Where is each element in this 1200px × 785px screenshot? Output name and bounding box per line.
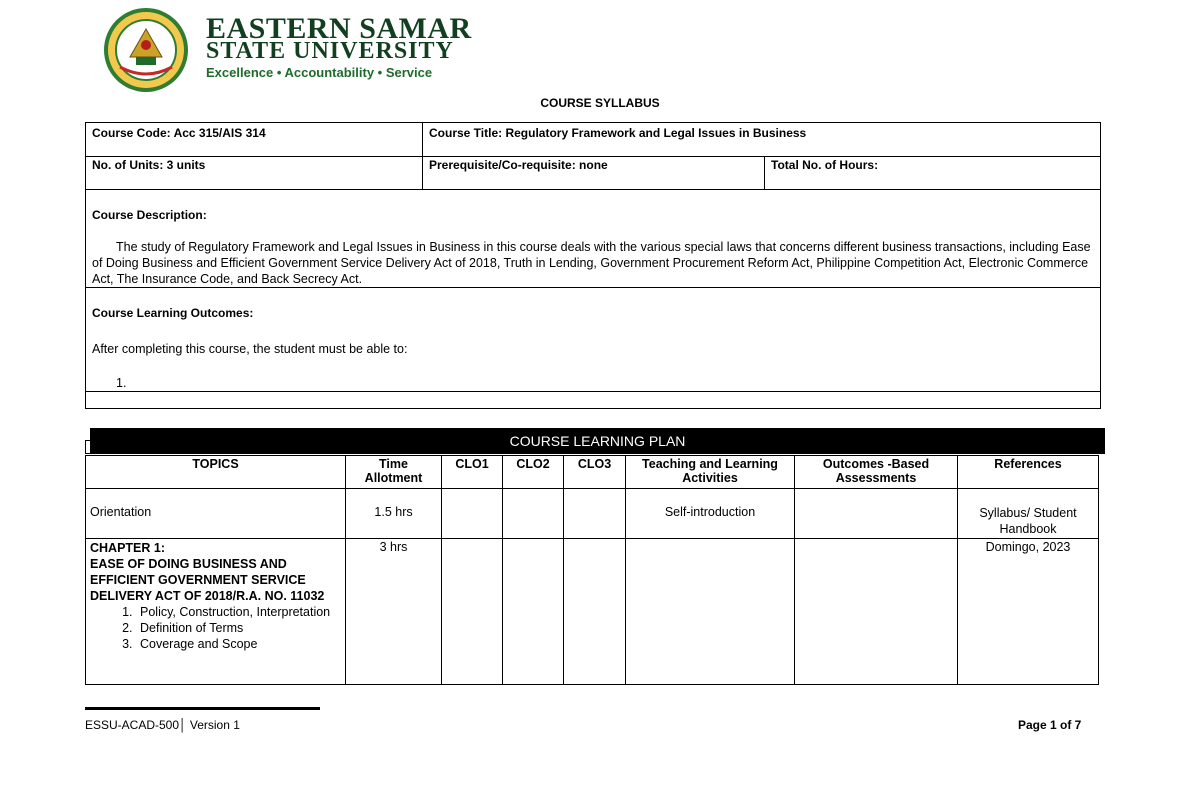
university-motto: Excellence • Accountability • Service: [206, 65, 433, 80]
header-clo3: CLO3: [564, 456, 626, 489]
learning-plan-title: COURSE LEARNING PLAN: [90, 428, 1105, 454]
clo1-cell: [442, 539, 503, 685]
course-units: No. of Units: 3 units: [92, 158, 206, 172]
time-cell: 3 hrs: [346, 539, 442, 685]
footer-page-number: Page 1 of 7: [1018, 718, 1082, 732]
table-row: [86, 539, 1099, 685]
references-cell: Domingo, 2023: [958, 539, 1099, 685]
topic-cell: [86, 539, 346, 685]
footer-doc-code: ESSU-ACAD-500│ Version 1: [85, 718, 240, 732]
list-item: 3. Coverage and Scope: [136, 636, 341, 652]
footer-rule: [85, 707, 320, 710]
header-clo1: CLO1: [442, 456, 503, 489]
university-seal-logo: [100, 7, 192, 93]
clo3-cell: [564, 489, 626, 539]
header-topics: TOPICS: [86, 456, 346, 489]
university-name-line1: EASTERN SAMAR: [206, 12, 472, 45]
outcomes-intro: After completing this course, the student must be able to:: [92, 342, 408, 356]
description-text: The study of Regulatory Framework and Legal Issues in Business in this course deals with the various special laws that concerns different business transactions, including Ease of Doing Business and Efficient Government Service Delivery Act of 2018, Truth in Lending, Government Procurement Reform Act, Philippine Competition Act, Electronic Commerce Act, The Insurance Code, and Back Secrecy Act.: [92, 240, 1091, 286]
header-teaching-activities: Teaching and Learning Activities: [626, 456, 795, 489]
clo1-cell: [442, 489, 503, 539]
chapter-label: CHAPTER 1:: [90, 541, 166, 555]
clo2-cell: [503, 539, 564, 685]
header-references: References: [958, 456, 1099, 489]
chapter-title: EASE OF DOING BUSINESS AND EFFICIENT GOVERNMENT SERVICE DELIVERY ACT OF 2018/R.A. NO. 11032: [90, 557, 325, 603]
list-item: 1. Policy, Construction, Interpretation: [136, 604, 341, 620]
course-prerequisite: Prerequisite/Co-requisite: none: [429, 158, 608, 172]
learning-plan-table: [85, 455, 1099, 685]
description-heading: Course Description:: [92, 208, 207, 222]
activities-cell: Self-introduction: [626, 489, 795, 539]
assessments-cell: [795, 489, 958, 539]
activities-cell: [626, 539, 795, 685]
university-name-line2: STATE UNIVERSITY: [206, 38, 454, 64]
references-cell: Syllabus/ Student Handbook: [958, 489, 1099, 539]
document-title: COURSE SYLLABUS: [540, 96, 660, 110]
clo2-cell: [503, 489, 564, 539]
clo3-cell: [564, 539, 626, 685]
outcome-item-1: 1.: [116, 376, 127, 390]
subtopic-list: [90, 604, 341, 652]
header-time-allotment: Time Allotment: [346, 456, 442, 489]
header-clo2: CLO2: [503, 456, 564, 489]
assessments-cell: [795, 539, 958, 685]
course-title: Course Title: Regulatory Framework and Legal Issues in Business: [429, 126, 807, 140]
table-row: [86, 489, 1099, 539]
list-item: 2. Definition of Terms: [136, 620, 341, 636]
time-cell: 1.5 hrs: [346, 489, 442, 539]
outcomes-heading: Course Learning Outcomes:: [92, 306, 254, 320]
plan-header-row: [86, 456, 1099, 489]
course-code: Course Code: Acc 315/AIS 314: [92, 126, 266, 140]
header-assessments: Outcomes -Based Assessments: [795, 456, 958, 489]
topic-cell: Orientation: [86, 489, 346, 539]
course-total-hours: Total No. of Hours:: [771, 158, 879, 172]
